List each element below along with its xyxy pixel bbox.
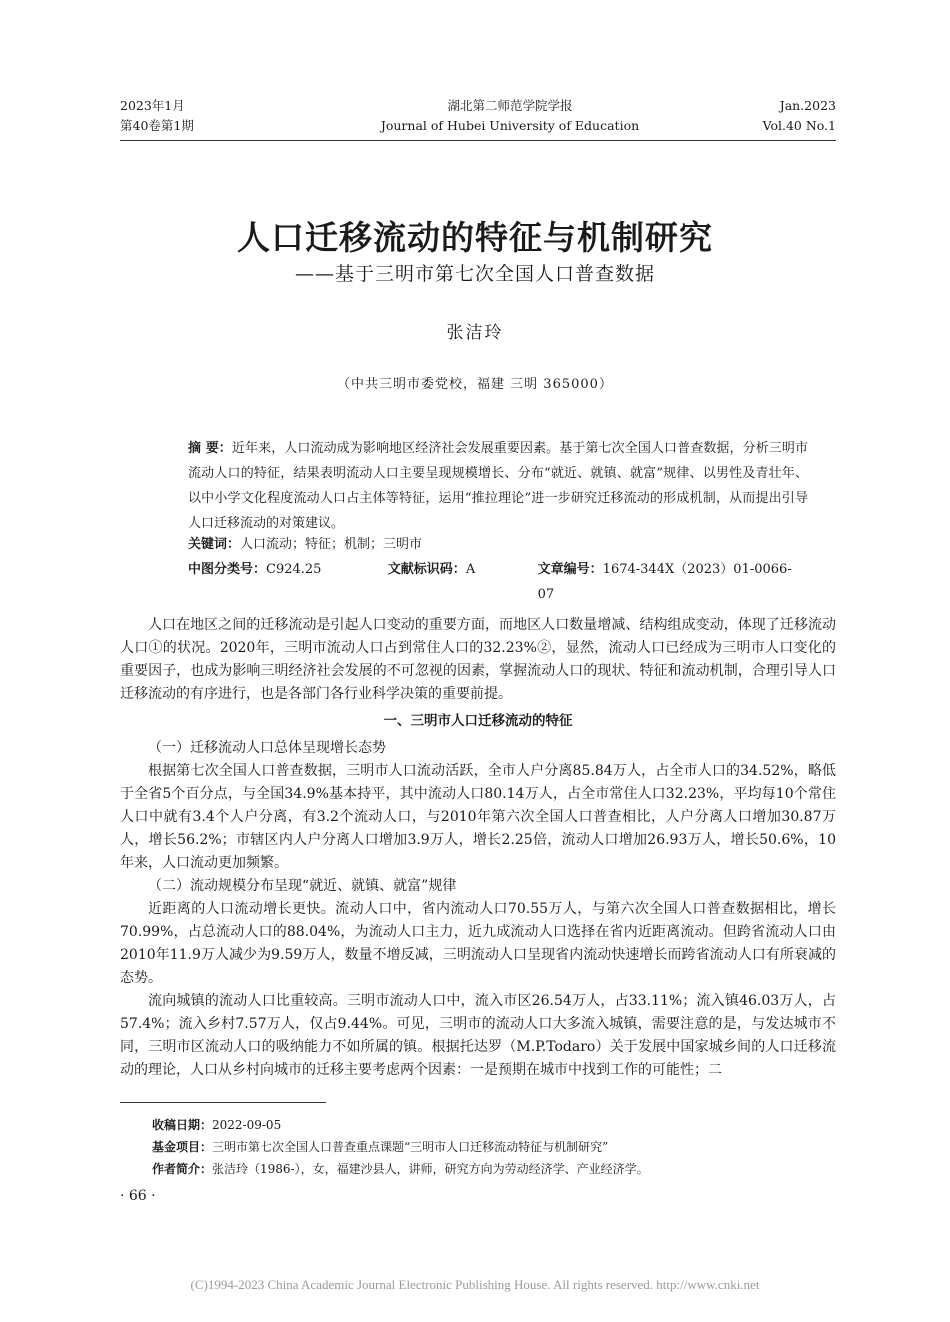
author-bio: [152, 1158, 649, 1180]
subsection-heading-1: （一）迁移流动人口总体呈现增长态势: [148, 740, 386, 756]
header-volume-en: Vol.40 No.1: [762, 118, 836, 133]
doc-code-value: A: [465, 562, 476, 577]
paragraph-1: 根据第七次全国人口普查数据，三明市人口流动活跃，全市人户分离85.84万人，占全市人口的34.52%，略低于全省5个百分点，与全国34.9%基本持平，其中流动人口80.14万人，占全市常住人口32.23%，平均每10个常住人口中就有3.4个人户分离，有3.2个流动人口，与2010年第六次全国人口普查相比，人户分离人口增加30.87万人，增长56.2%；市辖区内人户分离人口增加3.9万人，增长2.25倍，流动人口增加26.93万人，增长50.6%，10年来，人口流动更加频繁。: [120, 763, 836, 871]
article-number-value: 1674-344X（2023）01-0066-07: [537, 562, 792, 602]
classification-block: [188, 557, 808, 607]
author-affiliation: （中共三明市委党校，福建 三明 365000）: [337, 377, 613, 392]
header-date-cn: 2023年1月: [120, 98, 185, 113]
keywords-text: 人口流动；特征；机制；三明市: [240, 537, 423, 552]
article-number-label: 文章编号：: [537, 562, 603, 577]
doc-code-field: [388, 557, 538, 607]
paragraph-2: 近距离的人口流动增长更快。流动人口中，省内流动人口70.55万人，与第六次全国人口普查数据相比，增长70.99%，占总流动人口的88.04%，为流动人口主力，近九成流动人口选择在省内近距离流动。但跨省流动人口由2010年11.9万人减少为9.59万人，数量不增反减，三明流动人口呈现省内流动快速增长而跨省流动人口有所衰减的态势。: [120, 901, 836, 986]
page-number: · 66 ·: [120, 1188, 156, 1204]
fund-project: [152, 1136, 649, 1158]
header-left: [120, 96, 194, 136]
header-rule: [120, 140, 836, 141]
keywords-label: 关键词：: [188, 537, 241, 552]
article-number-field: [538, 557, 808, 607]
journal-name-cn: 湖北第二师范学院学报: [447, 98, 573, 113]
footnote-rule: [120, 1102, 326, 1103]
received-label: 收稿日期：: [152, 1118, 213, 1132]
received-value: 2022-09-05: [212, 1118, 282, 1132]
keywords-block: [188, 532, 808, 557]
header-right: [763, 96, 836, 136]
clc-field: [188, 557, 388, 607]
abstract-label: 摘 要：: [188, 441, 232, 456]
author-name: 张洁玲: [446, 323, 504, 343]
fund-label: 基金项目：: [152, 1140, 213, 1154]
footnotes: [152, 1114, 649, 1180]
subsection-heading-2: （二）流动规模分布呈现“就近、就镇、就富”规律: [148, 878, 457, 894]
received-date: [152, 1114, 649, 1136]
paper-subtitle: ——基于三明市第七次全国人口普查数据: [294, 263, 655, 285]
paper-title: 人口迁移流动的特征与机制研究: [237, 218, 713, 257]
abstract: [188, 436, 808, 536]
doc-code-label: 文献标识码：: [387, 562, 466, 577]
abstract-text: 近年来，人口流动成为影响地区经济社会发展重要因素。基于第七次全国人口普查数据，分析三明市流动人口的特征，结果表明流动人口主要呈现规模增长、分布“就近、就镇、就富”规律、以男性及青壮年、以中小学文化程度流动人口占主体等特征，运用“推拉理论”进一步研究迁移流动的形成机制，从而提出引导人口迁移流动的对策建议。: [188, 441, 808, 531]
header-volume-cn: 第40卷第1期: [120, 118, 194, 133]
section-heading-1: 一、三明市人口迁移流动的特征: [383, 713, 573, 729]
copyright-line: (C)1994-2023 China Academic Journal Electronic Publishing House. All rights reserved. http://www.cnki.net: [190, 1277, 760, 1292]
clc-value: C924.25: [266, 562, 322, 577]
author-bio-label: 作者简介：: [152, 1162, 213, 1176]
header-date-en: Jan.2023: [779, 98, 836, 113]
journal-name-en: Journal of Hubei University of Education: [380, 118, 640, 133]
author-bio-value: 张洁玲（1986-），女，福建沙县人，讲师，研究方向为劳动经济学、产业经济学。: [212, 1162, 649, 1176]
fund-value: 三明市第七次全国人口普查重点课题“三明市人口迁移流动特征与机制研究”: [212, 1140, 609, 1154]
header-center: [300, 96, 720, 136]
paragraph-3: 流向城镇的流动人口比重较高。三明市流动人口中，流入市区26.54万人，占33.11%；流入镇46.03万人，占57.4%；流入乡村7.57万人，仅占9.44%。可见，三明市的流动人口大多流入城镇，需要注意的是，与发达城市不同，三明市区流动人口的吸纳能力不如所属的镇。根据托达罗（M.P.Todaro）关于发展中国家城乡间的人口迁移流动的理论，人口从乡村向城市的迁移主要考虑两个因素：一是预期在城市中找到工作的可能性；二: [120, 993, 836, 1078]
body-text: [120, 614, 836, 1082]
intro-paragraph: 人口在地区之间的迁移流动是引起人口变动的重要方面，而地区人口数量增减、结构组成变动，体现了迁移流动人口①的状况。2020年，三明市流动人口占到常住人口的32.23%②，显然，流动人口已经成为三明市人口变化的重要因子，也成为影响三明经济社会发展的不可忽视的因素，掌握流动人口的现状、特征和流动机制，合理引导人口迁移流动的有序进行，也是各部门各行业科学决策的重要前提。: [120, 617, 836, 702]
clc-label: 中图分类号：: [188, 562, 267, 577]
